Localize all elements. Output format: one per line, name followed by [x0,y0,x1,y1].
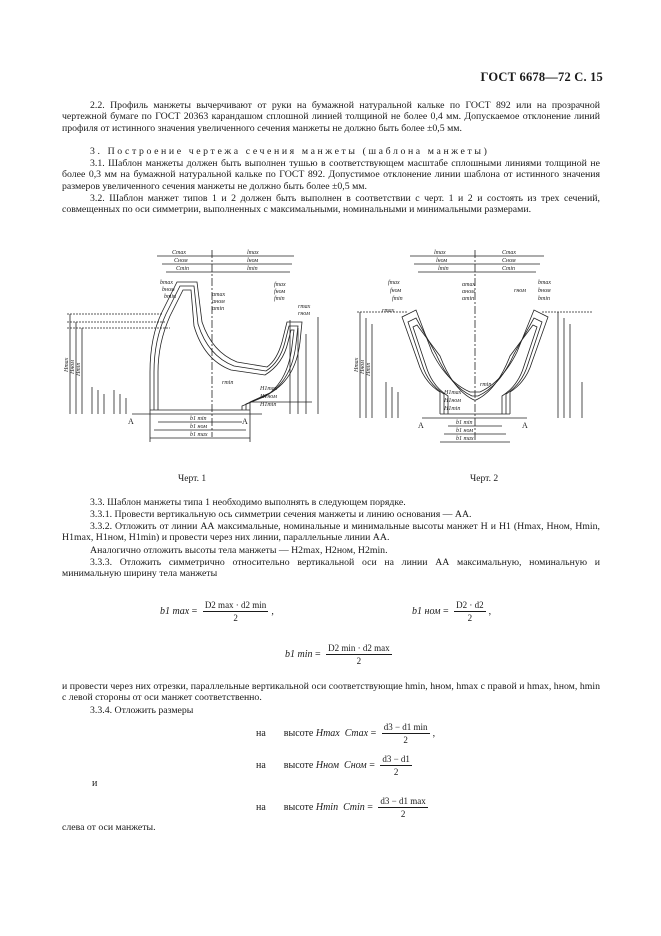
fig1-l-nom: lном [247,258,259,264]
paragraph-end: слева от оси манжеты. [62,822,156,833]
formula-b1-min-num: D2 min · d2 max [328,643,390,653]
fig1-r-nom: rном [298,311,310,317]
fig2-c-min: Cmin [502,266,516,272]
fig1-a-nom: αном [212,299,225,305]
fig1-h1-max: H1max [260,386,278,392]
formula-c-nom-vys: высоте [283,759,314,771]
formula-c-min-num: d3 − d1 max [380,796,426,806]
fig1-f-nom: fном [274,289,286,295]
fig1-l-min: lmin [247,266,258,272]
paragraph-3-3-4: 3.3.4. Отложить размеры [90,705,194,716]
formula-c-nom-h: Hном [315,759,340,771]
word-and: и [92,778,98,789]
formula-c-max-den: 2 [403,735,408,745]
fig2-a-nom: αном [462,289,475,295]
figure-1-caption: Черт. 1 [178,473,207,484]
fig1-r-min: rmin [222,380,234,386]
formula-c-max: на высоте Hmax Cmax = $\frac{d3 - d1 \min}{2}$ , [256,722,436,745]
formula-c-max-lhs: Cmax [344,727,369,739]
fig2-b-max: bmax [538,280,551,286]
formula-b1-nom: b1 ном = $\frac{D2 \cdot d2}{2}$ , [412,600,492,623]
formula-c-min-vys: высоте [283,801,314,813]
fig2-l-max: lmax [434,250,446,256]
fig2-l-min: lmin [438,266,449,272]
fig2-r-max: rmax [382,308,395,314]
paragraph-3-3-2: 3.3.2. Отложить от линии АА максимальные, номинальные и минимальные высоты манжет H и H1 (Hmax, Hном, Hmin, H1max, H1ном, H1min) и провести через них линии, параллельные линии АА. [62,521,600,544]
fig2-r-min: rmin [480,382,492,388]
formula-b1-min-den: 2 [356,656,362,666]
fig1-b-max: bmax [160,280,173,286]
fig1-axis-a-right: A [242,417,248,426]
formula-c-max-na: на [256,727,266,739]
formula-c-nom: на высоте Hном Cном = $\frac{d3 - d1}{2}$ [256,754,410,777]
fig2-a-min: αmin [462,296,475,302]
fig2-f-min: fmin [392,296,403,302]
fig2-c-max: Cmax [502,250,516,256]
fig1-c-min: Cmin [176,266,190,272]
formula-b1-nom-den: 2 [467,613,473,623]
fig2-h1-nom: H1ном [444,398,461,404]
formula-b1-max-lhs: b1 max [160,605,190,617]
fig2-r-nom: rном [514,288,526,294]
formula-c-min-den: 2 [400,809,406,819]
formula-c-nom-na: на [256,759,266,771]
fig2-h1-min: H1min [444,406,461,412]
paragraph-3-3: 3.3. Шаблон манжеты типа 1 необходимо выполнять в следующем порядке. [90,497,406,508]
figure-2-caption: Черт. 2 [470,473,499,484]
formula-c-max-vys: высоте [283,727,314,739]
fig1-b-nom: bном [162,287,175,293]
fig1-l-max: lmax [247,250,259,256]
figure-1-drawing [62,242,334,452]
fig1-f-min: fmin [274,296,285,302]
formula-c-min-na: на [256,801,266,813]
fig1-h-min: Hmin [76,362,82,376]
paragraph-3-3-3: 3.3.3. Отложить симметрично относительно вертикальной оси на линии АА максимальную, номинальную и минимальную ширину тела манжеты [62,557,600,580]
fig1-b-min: bmin [164,294,176,300]
formula-b1-min: b1 min = $\frac{D2 \min \cdot d2 \max}{2}$ [285,643,390,666]
fig2-h-nom: Hном [360,360,366,374]
formula-c-nom-lhs: Cном [344,759,367,771]
fig2-b-min: bmin [538,296,550,302]
fig2-f-nom: fном [390,288,402,294]
formula-c-min-h: Hmin [315,801,339,813]
fig2-b-nom: bном [538,288,551,294]
paragraph-3-1: 3.1. Шаблон манжеты должен быть выполнен тушью в соответствующем масштабе сплошными линиями толщиной не более 0,3 мм на бумажной натуральной кальке по ГОСТ 892. Допустимое отклонение линии шаблона от истинного значения размеров увеличенного сечения манжеты не должно быть более ±0,5 мм. [62,158,600,192]
fig2-b1-min: b1 min [456,420,473,426]
fig1-b1-max: b1 max [190,432,208,438]
fig1-h-nom: Hном [70,360,76,374]
fig2-h-max: Hmax [354,357,360,372]
page-header: ГОСТ 6678—72 С. 15 [480,70,603,84]
formula-b1-max-num: D2 max · d2 min [204,600,267,610]
fig1-f-max: fmax [274,282,286,288]
formula-b1-nom-lhs: b1 ном [412,605,441,617]
fig2-axis-a-right: A [522,421,528,430]
fig1-r-max: rmax [298,304,311,310]
fig2-axis-a-left: A [418,421,424,430]
paragraph-3-3-1: 3.3.1. Провести вертикальную ось симметрии сечения манжеты и линию основания — АА. [90,509,472,520]
fig1-b1-nom: b1 ном [190,424,208,430]
fig1-a-max: αmax [212,292,226,298]
formula-c-min-lhs: Cmin [343,801,365,813]
fig1-h1-min: H1min [260,402,277,408]
formula-c-min: на высоте Hmin Cmin = $\frac{d3 - d1 \max}{2}$ [256,796,426,819]
fig2-h1-max: H1max [444,390,462,396]
fig1-h1-nom: H1ном [260,394,277,400]
fig1-b1-min: b1 min [190,416,207,422]
fig2-f-max: fmax [388,280,400,286]
formula-c-max-h: Hmax [315,727,340,739]
formula-c-max-num: d3 − d1 min [383,722,428,732]
fig1-c-nom: Cном [174,258,188,264]
fig1-a-min: αmin [212,306,225,312]
fig2-a-max: αmax [462,282,476,288]
fig2-b1-nom: b1 ном [456,428,474,434]
fig2-l-nom: lном [436,258,448,264]
figure-2-drawing [352,242,600,452]
formula-b1-min-lhs: b1 min [285,648,313,660]
fig2-b1-max: b1 max [456,436,474,442]
fig2-c-nom: Cном [502,258,516,264]
formula-b1-max: b1 max = $\frac{D2 \max \cdot d2 \min}{2}$ , [160,600,274,623]
fig1-axis-a-left: A [128,417,134,426]
section-3-title: 3. Построение чертежа сечения манжеты (шаблона манжеты) [90,146,490,157]
paragraph-3-2: 3.2. Шаблон манжет типов 1 и 2 должен быть выполнен в соответствии с черт. 1 и 2 и состоять из трех сечений, совмещенных по оси симметрии, выполненных с максимальными, номинальными и минимальными размерами. [62,193,600,216]
formula-c-nom-den: 2 [393,767,399,777]
paragraph-2-2: 2.2. Профиль манжеты вычерчивают от руки на бумажной натуральной кальке по ГОСТ 892 или на прозрачной чертежной бумаге по ГОСТ 20363 карандашом сплошной линией толщиной не более 0,4 мм. Допускаемое отклонение линий профиля от истинного значения увеличенного сечения манжеты не должно быть более ±0,5 мм. [62,100,600,134]
fig1-c-max: Cmax [172,250,186,256]
fig1-h-max: Hmax [64,357,70,372]
formula-b1-max-den: 2 [233,613,238,623]
formula-c-nom-num: d3 − d1 [382,754,410,764]
formula-b1-nom-num: D2 · d2 [456,600,484,610]
paragraph-3-3-2b: Аналогично отложить высоты тела манжеты — H2max, H2ном, H2min. [90,545,388,556]
paragraph-3-3-3b: и провести через них отрезки, параллельные вертикальной оси соответствующие hmin, hном, hmax с правой и hmax, hном, hmin с левой стороны от оси манжет соответственно. [62,681,600,704]
fig2-h-min: Hmin [366,362,372,376]
